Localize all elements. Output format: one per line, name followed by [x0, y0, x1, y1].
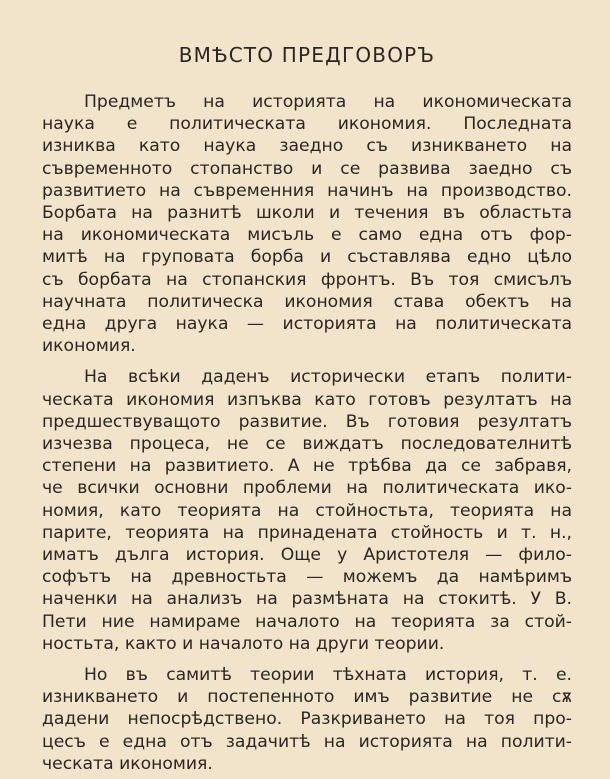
text-line: номия, като теорията на стойностьта, теорията на — [42, 500, 572, 521]
paragraph-3 — [42, 664, 572, 775]
text-line: на икономическата мисъль е само една отъ фор- — [42, 225, 572, 246]
text-line: парите, теорията на принадената стойность и т. н., — [42, 522, 572, 543]
text-line: Но въ самитѣ теории тѣхната история, т. е. — [84, 665, 572, 686]
paragraph-2 — [42, 366, 572, 655]
paragraph-spacer — [42, 357, 572, 366]
text-line: дадени непосрѣдствено. Разкриването на тоя про- — [42, 709, 572, 730]
text-line: степени на развитието. А не трѣбва да се забравя, — [42, 456, 572, 477]
text-line: цесъ е една отъ задачитѣ на историята на полити- — [42, 731, 572, 752]
text-line: развитието на съвременния начинъ на производство. — [42, 180, 572, 201]
text-line: изчезва процеса, не се виждатъ последователнитѣ — [42, 434, 572, 455]
text-line: изниква като наука заедно съ изникването на — [42, 136, 572, 157]
text-line: научната политическа икономия става обектъ на — [42, 291, 572, 312]
text-line: ностьта, както и началото на други теории. — [42, 633, 445, 654]
text-line: съвременното стопанство и се развива заедно съ — [42, 158, 572, 179]
body-text — [42, 91, 572, 775]
page-title: ВМѢСТО ПРЕДГОВОРЪ — [178, 43, 436, 67]
text-line: Борбата на разнитѣ школи и течения въ областьта — [42, 203, 572, 224]
text-line: съ борбата на стопанския фронтъ. Въ тоя смисълъ — [42, 269, 572, 290]
text-line: наченки на анализъ на размѣната на стокитѣ. У В. — [42, 589, 572, 610]
text-line: Пети ние намираме началото на теорията за стой- — [42, 611, 572, 632]
text-line: софътъ на древностьта — можемъ да намѣримъ — [42, 567, 572, 588]
text-line: че всички основни проблеми на политическата ико- — [42, 478, 572, 499]
text-line: една друга наука — историята на политическата — [42, 314, 572, 335]
text-line: иматъ дълга история. Още у Аристотеля — фило- — [42, 545, 572, 566]
text-line: ческата икономия изпъква като готовъ резултатъ на — [42, 389, 572, 410]
paragraph-1 — [42, 91, 572, 357]
text-line: ческата икономия. — [42, 753, 213, 774]
text-line: Предметъ на историята на икономическата — [84, 92, 572, 112]
text-line: митѣ на груповата борба и съставлява едно цѣло — [42, 247, 572, 268]
text-line: изникването и постепенното имъ развитие не сѫ — [42, 687, 572, 708]
paragraph-spacer — [42, 655, 572, 664]
text-line: икономия. — [42, 336, 136, 357]
text-line: На всѣки даденъ исторически етапъ полити- — [84, 367, 572, 388]
text-line: предшествуващото развитие. Въ готовия резултатъ — [42, 411, 572, 432]
text-line: наука е политическата икономия. Последната — [42, 114, 572, 135]
